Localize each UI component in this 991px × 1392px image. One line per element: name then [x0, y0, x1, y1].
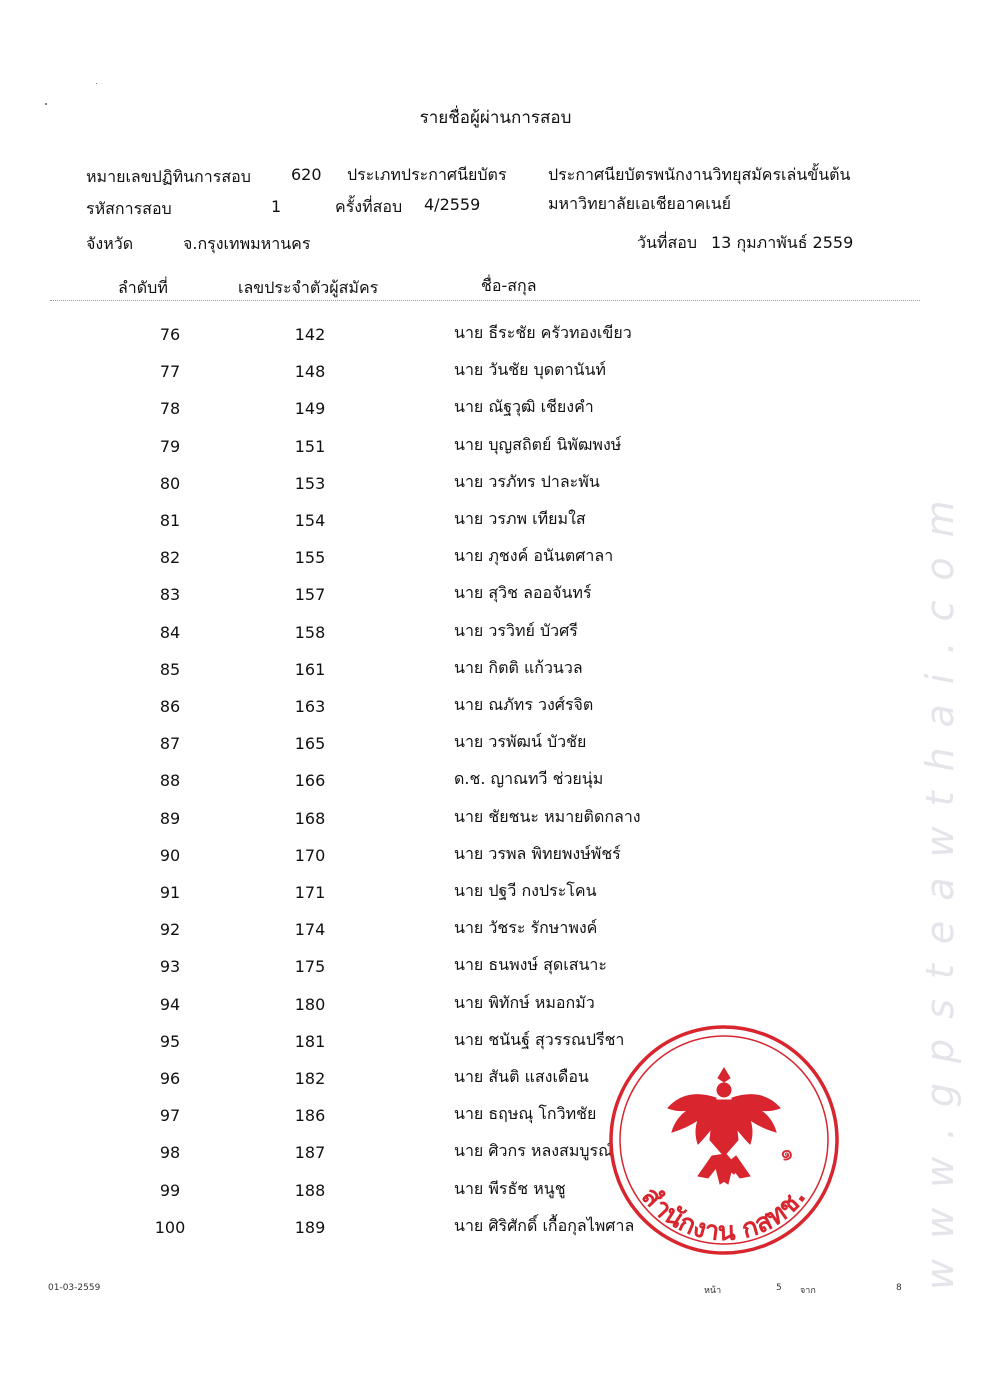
- page-label: หน้า: [704, 1286, 722, 1296]
- applicant-id: 168: [294, 808, 326, 828]
- applicant-id: 165: [294, 734, 326, 754]
- applicant-id: 180: [294, 994, 326, 1014]
- row-number: 99: [159, 1180, 181, 1200]
- applicant-id: 157: [294, 585, 326, 605]
- svg-text:www.gpsteawthai.com: www.gpsteawthai.com: [918, 480, 962, 1290]
- applicant-name: ด.ช. ญาณทวี ช่วยนุ่ม: [454, 769, 604, 789]
- cert-type-label: ประเภทประกาศนียบัตร: [347, 165, 507, 184]
- table-row: [0, 348, 991, 385]
- applicant-name: นาย วัชระ รักษาพงค์: [454, 918, 598, 938]
- table-row: [0, 943, 991, 980]
- table-row: [0, 720, 991, 757]
- row-number: 94: [159, 994, 181, 1014]
- table-row: [0, 385, 991, 422]
- applicant-name: นาย บุญสถิตย์ นิพัฒพงษ์: [454, 434, 622, 454]
- applicant-name: นาย ชนันฐ์ สุวรรณปรีชา: [454, 1029, 625, 1049]
- applicant-name: นาย ณภัทร วงศ์รจิต: [454, 695, 594, 714]
- applicant-name: นาย วรภพ เทียมใส: [454, 509, 586, 528]
- applicant-id: 142: [294, 325, 326, 344]
- applicant-id: 154: [294, 511, 326, 530]
- applicant-name: นาย วรวิทย์ บัวศรี: [454, 620, 578, 640]
- table-row: [0, 683, 991, 720]
- table-row: [0, 311, 991, 348]
- applicant-name: นาย สุวิช ลออจันทร์: [454, 583, 592, 603]
- applicant-id: 158: [294, 622, 326, 642]
- round-value: 4/2559: [424, 195, 481, 214]
- exam-calendar-label: หมายเลขปฏิทินการสอบ: [86, 167, 251, 186]
- exam-code-value: 1: [271, 197, 282, 216]
- row-number: 97: [159, 1106, 181, 1126]
- website-watermark: [918, 140, 985, 1300]
- row-number: 98: [159, 1143, 181, 1163]
- row-number: 90: [159, 845, 181, 865]
- applicant-name: นาย พิทักษ์ หมอกมัว: [454, 992, 595, 1012]
- exam-date-label: วันที่สอบ: [637, 233, 697, 252]
- row-number: 79: [159, 436, 181, 456]
- cert-type-value: ประกาศนียบัตรพนักงานวิทยุสมัครเล่นขั้นต้น: [548, 165, 851, 184]
- row-number: 85: [159, 659, 181, 679]
- row-number: 88: [159, 771, 181, 791]
- applicant-name: นาย ศิริศักดิ์ เกื้อกุลไพศาล: [454, 1215, 635, 1235]
- row-number: 89: [159, 808, 181, 828]
- stamp-text: สำนักงาน กสทช.: [635, 1181, 813, 1248]
- applicant-name: นาย ธฤษณุ โกวิทชัย: [454, 1104, 597, 1124]
- applicant-name: นาย ปฐวี กงประโคน: [454, 881, 597, 900]
- column-header-no: ลำดับที่: [118, 278, 168, 297]
- row-number: 78: [159, 399, 181, 419]
- province-label: จังหวัด: [86, 234, 134, 253]
- page-title: รายชื่อผู้ผ่านการสอบ: [419, 108, 572, 128]
- applicant-name: นาย ภุชงค์ อนันตศาลา: [454, 546, 614, 566]
- applicant-name: นาย ณัฐวุฒิ เชียงคำ: [454, 397, 594, 417]
- table-row: [0, 906, 991, 943]
- official-seal-stamp: [604, 1020, 844, 1260]
- row-number: 87: [159, 734, 181, 754]
- applicant-id: 175: [294, 957, 326, 977]
- applicant-name: นาย กิตติ แก้วนวล: [454, 657, 583, 677]
- row-number: 95: [159, 1031, 181, 1051]
- applicant-name: นาย สันติ แสงเดือน: [454, 1067, 589, 1086]
- applicant-name: นาย วันชัย บุดตานันท์: [454, 360, 606, 380]
- row-number: 93: [159, 957, 181, 977]
- table-row: [0, 757, 991, 794]
- applicant-id: 166: [294, 771, 326, 791]
- applicant-id: 151: [294, 436, 326, 456]
- venue-name: มหาวิทยาลัยเอเชียอาคเนย์: [548, 194, 732, 213]
- watermark-text-graphic: [918, 140, 985, 1300]
- column-header-applicant-id: เลขประจำตัวผู้สมัคร: [238, 278, 379, 297]
- garuda-emblem-icon: [668, 1068, 780, 1184]
- applicant-name: นาย วรพัฒน์ บัวชัย: [454, 732, 587, 752]
- applicant-id: 182: [294, 1069, 326, 1088]
- total-pages: 8: [896, 1283, 902, 1293]
- applicant-id: 149: [294, 399, 326, 419]
- table-row: [0, 981, 991, 1018]
- applicant-name: นาย วรภัทร ปาละพัน: [454, 471, 600, 491]
- of-label: จาก: [800, 1286, 816, 1296]
- row-number: 84: [159, 622, 181, 642]
- print-date: 01-03-2559: [48, 1283, 101, 1293]
- applicant-id: 186: [294, 1106, 326, 1126]
- row-number: 80: [159, 473, 181, 493]
- applicant-id: 171: [294, 883, 326, 902]
- row-number: 77: [159, 362, 181, 382]
- header-divider: [50, 300, 920, 301]
- exam-date-value: 13 กุมภาพันธ์ 2559: [711, 233, 854, 252]
- table-row: [0, 460, 991, 497]
- table-row: [0, 423, 991, 460]
- applicant-name: นาย ชัยชนะ หมายติดกลาง: [454, 806, 641, 826]
- applicant-id: 187: [294, 1143, 326, 1163]
- table-row: [0, 646, 991, 683]
- table-row: [0, 869, 991, 906]
- row-number: 100: [154, 1217, 186, 1237]
- table-row: [0, 609, 991, 646]
- table-row: [0, 534, 991, 571]
- page-number: 5: [776, 1283, 782, 1293]
- applicant-id: 189: [294, 1217, 326, 1237]
- applicant-name: นาย ธนพงษ์ สุดเสนาะ: [454, 955, 607, 975]
- table-row: [0, 497, 991, 534]
- table-row: [0, 795, 991, 832]
- applicant-id: 155: [294, 548, 326, 568]
- row-number: 96: [159, 1069, 181, 1088]
- applicant-id: 174: [294, 920, 326, 940]
- row-number: 91: [159, 883, 181, 902]
- stamp-digit: ๑: [775, 1139, 798, 1168]
- applicant-id: 148: [294, 362, 326, 382]
- row-number: 83: [159, 585, 181, 605]
- row-number: 76: [159, 325, 181, 344]
- applicant-id: 163: [294, 697, 326, 716]
- column-header-name: ชื่อ-สกุล: [481, 276, 537, 295]
- table-row: [0, 832, 991, 869]
- row-number: 82: [159, 548, 181, 568]
- round-label: ครั้งที่สอบ: [335, 197, 403, 216]
- applicant-id: 170: [294, 845, 326, 865]
- scan-speck: [96, 83, 97, 84]
- row-number: 81: [159, 511, 181, 530]
- applicant-name: นาย ศิวกร หลงสมบูรณ์: [454, 1141, 613, 1161]
- exam-calendar-value: 620: [291, 165, 322, 184]
- row-number: 92: [159, 920, 181, 940]
- applicant-name: นาย ธีระชัย ครัวทองเขียว: [454, 323, 632, 342]
- row-number: 86: [159, 697, 181, 716]
- applicant-name: นาย พีรธัช หนูชู: [454, 1178, 566, 1198]
- applicant-id: 188: [294, 1180, 326, 1200]
- table-row: [0, 571, 991, 608]
- applicant-id: 181: [294, 1031, 326, 1051]
- exam-code-label: รหัสการสอบ: [86, 199, 172, 218]
- applicant-id: 153: [294, 473, 326, 493]
- province-value: จ.กรุงเทพมหานคร: [183, 234, 311, 253]
- applicant-name: นาย วรพล พิทยพงษ์พัชร์: [454, 843, 621, 863]
- applicant-id: 161: [294, 659, 326, 679]
